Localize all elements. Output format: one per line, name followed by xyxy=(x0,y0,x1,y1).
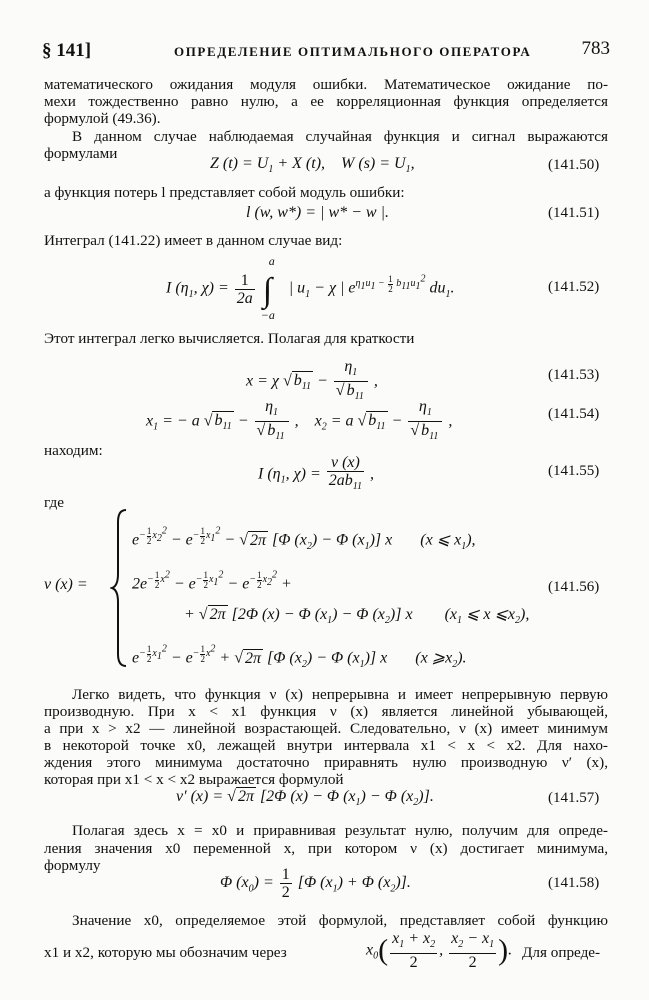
equation-141-57: ν′ (x) = √ 2π [2Φ (x) − Φ $(x_1) - \Phi$ $(x_2)$]. xyxy=(176,788,434,809)
running-header xyxy=(42,40,610,64)
text-line: Легко видеть, что функция ν (x) непрерывна и имеет непрерывную первую xyxy=(72,686,608,703)
equation-141-55: I ($\eta_1$, χ) = $\frac{\nu (x)}{2ab_{11}}$ , xyxy=(258,454,375,493)
equation-number: (141.51) xyxy=(548,205,600,221)
text-line: а функция потерь l представляет собой модуль ошибки: xyxy=(44,184,405,201)
equation-number: (141.58) xyxy=(548,875,600,891)
equation-number: (141.50) xyxy=(548,157,600,173)
equation-141-56-case-2a: $2e^{- \frac{1}{2} x^2} - e^{- \frac{1}{2} x_1^2} - e^{- \frac{1}{2} x_2^2}$ + xyxy=(132,569,292,593)
text-line: Полагая здесь x = x0 и приравнивая результат нулю, получим для опреде- xyxy=(72,822,608,839)
text-line: формулу xyxy=(44,857,101,874)
text-line: формулой (49.36). xyxy=(44,110,161,127)
equation-number: (141.56) xyxy=(548,579,600,595)
equation-141-54: $x_1$ = − a √ $b_{11}$ − $\frac{\eta_1}{√ b_{11}}$ , $x_2 = a$ √ $b_{11}$ − $\frac{\eta_1}{√ b_{11}}$ , xyxy=(146,398,453,443)
text-line: которая при x1 < x < x2 выражается формулой xyxy=(44,771,344,788)
equation-number: (141.57) xyxy=(548,790,600,806)
equation-141-56-case-3: $e^{- \frac{1}{2} x_1^2} - e^{- \frac{1}{2} x^2}$ + √ 2π [Φ $(x_2) - \Phi$ $(x_1)$] x (x $⩾x_2$). xyxy=(132,643,467,670)
text-line: Этот интеграл легко вычисляется. Полагая для краткости xyxy=(44,330,415,347)
chapter-title: ОПРЕДЕЛЕНИЕ ОПТИМАЛЬНОГО ОПЕРАТОРА xyxy=(174,44,532,59)
equation-141-56-case-2b: + √ 2π [2Φ (x) − Φ $(x_1) - \Phi$ $(x_2)$] x ($x_1$ ⩽ x $⩽x_2$), xyxy=(184,606,530,627)
equation-number: (141.52) xyxy=(548,279,600,295)
text-line: где xyxy=(44,494,64,511)
equation-number: (141.54) xyxy=(548,406,600,422)
text-line: мехи тождественно равно нулю, а ее корреляционная функция определяется xyxy=(44,93,608,110)
left-brace xyxy=(110,508,130,668)
inline-function-x0: $x_0$( $\frac{x_1 + x_2}{2}$ , $\frac{x_2 - x_1}{2}$ ). xyxy=(366,930,513,972)
text-line: Интеграл (141.22) имеет в данном случае вид: xyxy=(44,232,343,249)
text-line: производную. При x < x1 функция ν (x) является линейной убывающей, xyxy=(44,703,608,720)
section-number: § 141] xyxy=(42,40,92,61)
text-line: формулами xyxy=(44,145,118,162)
equation-141-56-case-1: $e^{- \frac{1}{2} x_2^2} - e^{- \frac{1}{2} x_1^2}$ − √ 2π [Φ $(x_2) - \Phi$ $(x_1)$] x (x ⩽ $x_1$), xyxy=(132,525,476,552)
equation-number: (141.55) xyxy=(548,463,600,479)
text-line: а при x > x2 — линейной возрастающей. Следовательно, ν (x) имеет минимум xyxy=(44,720,608,737)
text-line: x1 и x2, которую мы обозначим через xyxy=(44,944,287,961)
equation-141-52: I ($\eta_1$, χ) = $\frac{1}{2a}$ a ∫ −a | $u_1 - \chi$ | $e^{\eta_1u_1 - \frac{1}{2} b_{11}u_1^2}$ $du_1$. xyxy=(166,254,455,322)
text-line: в некоторой точке x0, лежащей внутри интервала x1 < x < x2. Для нахо- xyxy=(44,737,608,754)
text-line: В данном случае наблюдаемая случайная функция и сигнал выражаются xyxy=(72,128,608,145)
page-number: 783 xyxy=(581,38,610,59)
equation-141-53: x = χ √ $b_{11}$ − $\frac{\eta_1}{√ b_{11}}$ , xyxy=(246,358,378,403)
equation-number: (141.53) xyxy=(548,367,600,383)
text-line: математического ожидания модуля ошибки. Математическое ожидание по- xyxy=(44,76,608,93)
equation-141-56-lhs: ν (x) = xyxy=(44,576,88,593)
text-line: Значение x0, определяемое этой формулой, представляет собой функцию xyxy=(72,912,608,929)
equation-141-50: Z $(t) = U_1 + X$ (t), W $(s) = U_1$, xyxy=(210,155,415,176)
text-line: ления значения x0 переменной x, при котором ν (x) достигает минимума, xyxy=(44,840,608,857)
equation-141-51: l (w, w*) = | w* − w |. xyxy=(246,204,389,221)
text-line: ждения этого минимума достаточно приравнять нулю производную ν′ (x), xyxy=(44,754,608,771)
equation-141-58: Φ $(x_0)$ = $\frac{1}{2}$ [Φ $(x_1) + \Phi$ $(x_2)$]. xyxy=(220,866,411,901)
text-line: находим: xyxy=(44,442,103,459)
text-line: Для опреде- xyxy=(522,944,601,961)
